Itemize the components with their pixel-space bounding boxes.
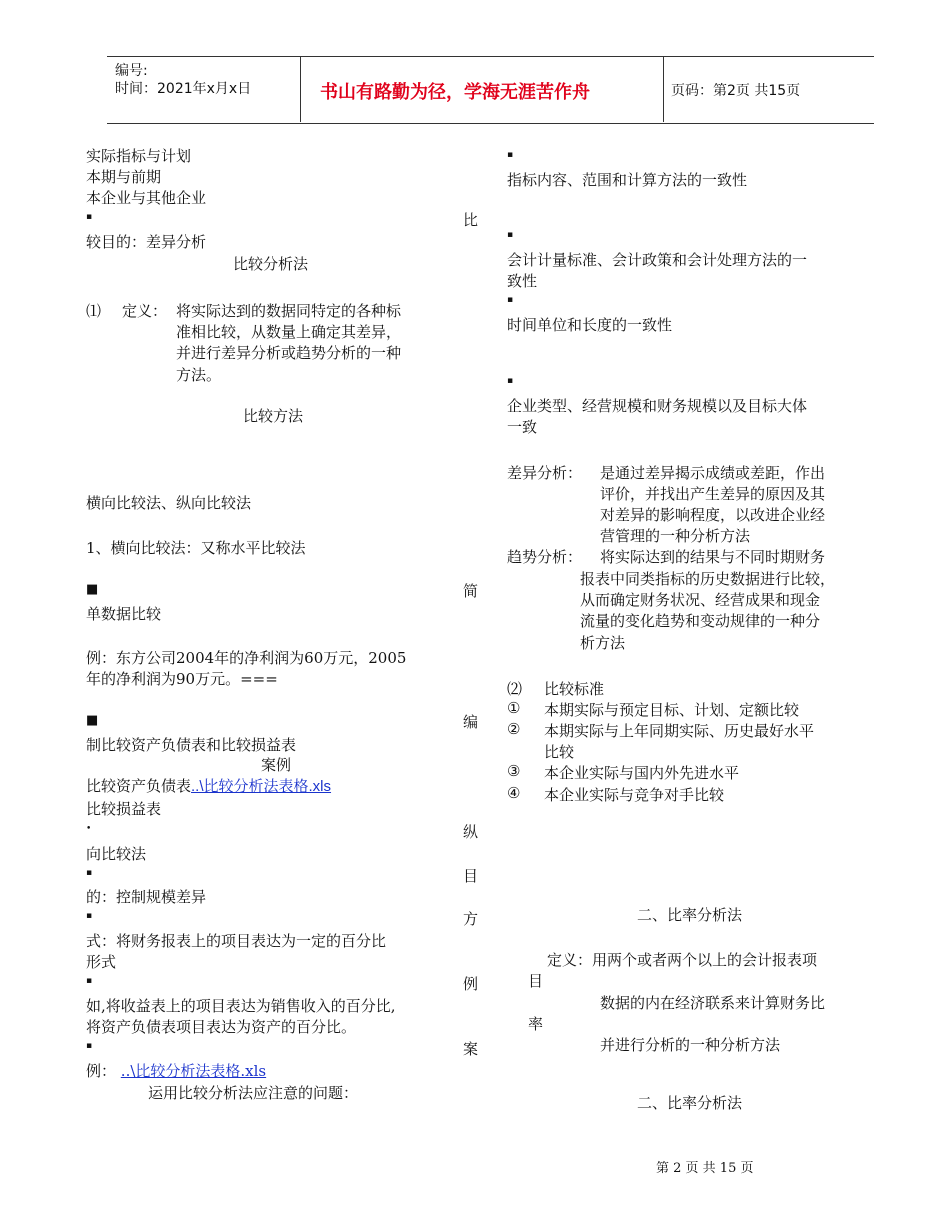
diff-line: 评价，并找出产生差异的原因及其	[600, 485, 826, 503]
right-line: 指标内容、范围和计算方法的一致性	[507, 171, 748, 189]
bullet-icon: ▪	[507, 376, 514, 386]
left-line: 方	[463, 910, 479, 928]
bs-text: 比较资产负债表	[86, 777, 192, 795]
diff-line: 对差异的影响程度，以改进企业经	[600, 506, 826, 524]
left-line: 如,将收益表上的项目表达为销售收入的百分比,	[86, 997, 396, 1015]
header-divider	[663, 56, 664, 122]
bullet-icon: ▪	[507, 230, 514, 240]
left-line: 运用比较分析法应注意的问题：	[148, 1084, 359, 1102]
left-line: 横向比较法、纵向比较法	[86, 494, 252, 512]
ratio-def: 并进行分析的一种分析方法	[600, 1036, 781, 1054]
bullet-icon: ▪	[507, 295, 514, 305]
case2-row	[86, 1060, 266, 1081]
bullet-icon: •	[86, 824, 92, 834]
left-line: 较目的：差异分析	[86, 233, 207, 251]
left-line: 比	[463, 211, 479, 229]
ratio-heading: 二、比率分析法	[637, 906, 743, 924]
ratio-mu: 目	[528, 972, 544, 990]
right-line: 时间单位和长度的一致性	[507, 316, 673, 334]
left-line: 比较损益表	[86, 800, 162, 818]
page-footer: 第 2 页 共 15 页	[656, 1161, 754, 1176]
def-line: 将实际达到的数据同特定的各种标	[176, 302, 402, 320]
diff-label: 差异分析：	[507, 464, 583, 482]
def-number: ⑴	[86, 302, 102, 320]
page-label: 页码：第2页 共15页	[671, 83, 801, 99]
right-line: 企业类型、经营规模和财务规模以及目标大体	[507, 397, 808, 415]
left-line: 1、横向比较法：又称水平比较法	[86, 539, 306, 557]
std-item: 本期实际与上年同期实际、历史最好水平	[544, 722, 815, 740]
left-line: 将资产负债表项目表达为资产的百分比。	[86, 1018, 357, 1036]
ratio-def: 定义：用两个或者两个以上的会计报表项	[547, 951, 818, 969]
square-bullet-icon: ■	[86, 713, 99, 728]
trend-label: 趋势分析：	[507, 548, 583, 566]
def-label: 定义：	[122, 302, 168, 320]
number-label: 编号:	[115, 63, 148, 79]
right-line: 致性	[507, 272, 538, 290]
case2-link[interactable]: ..\比较分析法表格.xls	[120, 1062, 267, 1080]
left-line: 本期与前期	[86, 168, 162, 186]
std-num: ③	[507, 762, 521, 780]
trend-line: 将实际达到的结果与不同时期财务	[600, 548, 826, 566]
square-bullet-icon: ■	[86, 582, 99, 597]
left-line: 简	[463, 582, 479, 600]
left-line: 例	[463, 975, 479, 993]
std-num: ①	[507, 699, 521, 717]
def-line: 并进行差异分析或趋势分析的一种	[176, 344, 402, 362]
std-num: ④	[507, 784, 521, 802]
ratio-def: 数据的内在经济联系来计算财务比	[600, 994, 826, 1012]
trend-line: 流量的变化趋势和变动规律的一种分	[580, 612, 821, 630]
left-line: 的：控制规模差异	[86, 888, 207, 906]
left-line: 目	[463, 867, 479, 885]
left-line: 式：将财务报表上的项目表达为一定的百分比	[86, 932, 387, 950]
right-line: 一致	[507, 418, 538, 436]
left-line: 向比较法	[86, 845, 147, 863]
trend-line: 从而确定财务状况、经营成果和现金	[580, 591, 821, 609]
bullet-icon: ▪	[86, 212, 93, 222]
left-line: 编	[463, 713, 479, 731]
diff-line: 是通过差异揭示成绩或差距，作出	[600, 464, 826, 482]
trend-line: 析方法	[580, 634, 626, 652]
left-line: 形式	[86, 953, 117, 971]
case2-prefix: 例：	[86, 1062, 117, 1080]
bullet-icon: ▪	[507, 150, 514, 160]
trend-line: 报表中同类指标的历史数据进行比较，	[580, 570, 836, 588]
section-heading: 比较方法	[243, 407, 304, 425]
ratio-lv: 率	[528, 1015, 544, 1033]
ratio-heading: 二、比率分析法	[637, 1094, 743, 1112]
header-divider	[300, 56, 301, 122]
bullet-icon: ▪	[86, 1041, 93, 1051]
left-line: 实际指标与计划	[86, 147, 192, 165]
def-line: 准相比较，从数量上确定其差异，	[176, 323, 402, 341]
motto: 书山有路勤为径，学海无涯苦作舟	[320, 82, 590, 103]
left-line: 单数据比较	[86, 605, 162, 623]
bullet-icon: ▪	[86, 911, 93, 921]
std-item: 本期实际与预定目标、计划、定额比较	[544, 701, 800, 719]
bullet-icon: ▪	[86, 976, 93, 986]
std-item: 本企业实际与竞争对手比较	[544, 786, 725, 804]
left-line: 例：东方公司2004年的净利润为60万元，2005	[86, 649, 407, 667]
left-line: 案例	[261, 756, 292, 774]
left-line: 本企业与其他企业	[86, 189, 207, 207]
std-number: ⑵	[507, 680, 523, 698]
right-line: 会计计量标准、会计政策和会计处理方法的一	[507, 251, 808, 269]
bullet-icon: ▪	[86, 868, 93, 878]
left-line: 年的净利润为90万元。===	[86, 670, 278, 688]
std-item: 本企业实际与国内外先进水平	[544, 764, 740, 782]
diff-line: 营管理的一种分析方法	[600, 527, 751, 545]
section-heading: 比较分析法	[233, 255, 309, 273]
std-num: ②	[507, 720, 521, 738]
bs-row	[86, 775, 331, 796]
std-item: 比较	[544, 743, 575, 761]
def-line: 方法。	[176, 366, 222, 384]
std-title: 比较标准	[544, 680, 605, 698]
left-line: 案	[463, 1040, 479, 1058]
left-line: 制比较资产负债表和比较损益表	[86, 736, 297, 754]
time-label: 时间：2021年x月x日	[115, 81, 252, 97]
bs-link[interactable]: ..\比较分析法表格.xls	[191, 778, 332, 795]
left-line: 纵	[463, 823, 479, 841]
